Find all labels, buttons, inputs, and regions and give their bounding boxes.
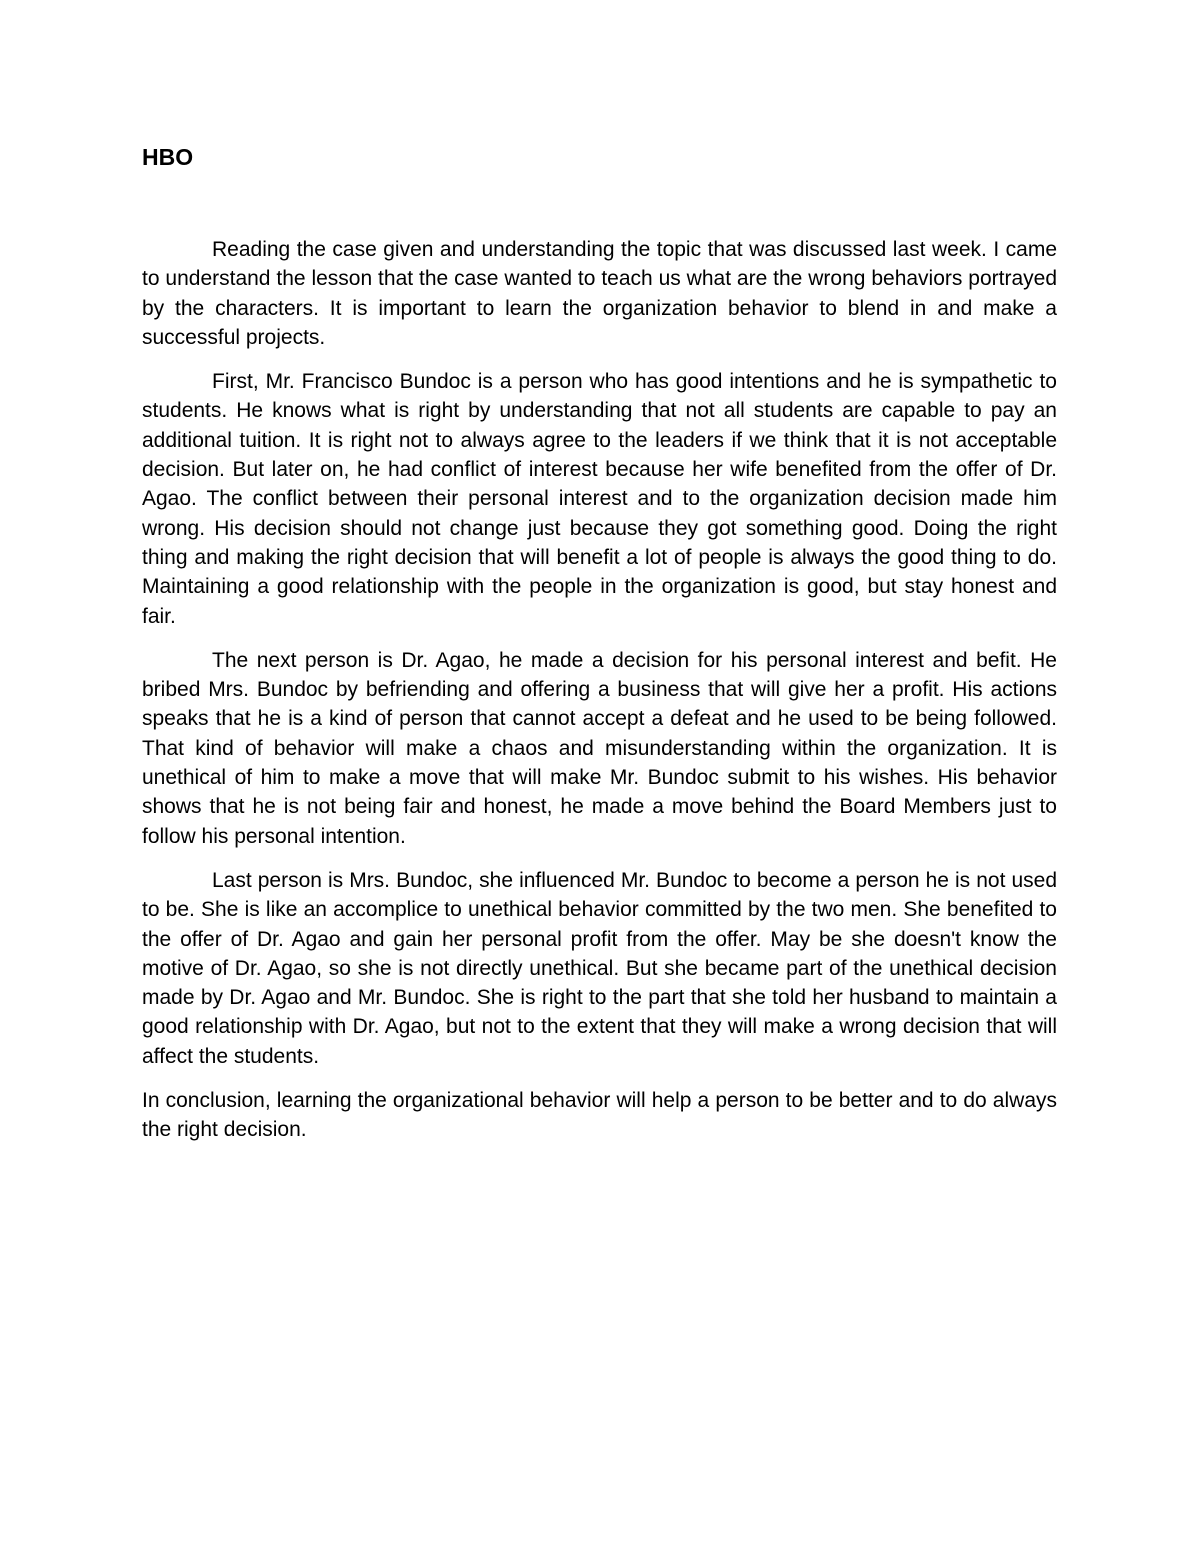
paragraph-mr-bundoc: First, Mr. Francisco Bundoc is a person who has good intentions and he is sympathetic to students. He knows what is right by understanding that not all students are capable to pay an additional tuition. It is right not to always agree to the leaders if we think that it is not acceptable decision. But later on, he had conflict of interest because her wife benefited from the offer of Dr. Agao. The conflict between their personal interest and to the organization decision made him wrong. His decision should not change just because they got something good. Doing the right thing and making the right decision that will benefit a lot of people is always the good thing to do. Maintaining a good relationship with the people in the organization is good, but stay honest and fair. [142, 370, 1057, 628]
paragraph-mrs-bundoc: Last person is Mrs. Bundoc, she influenced Mr. Bundoc to become a person he is not used to be. She is like an accomplice to unethical behavior committed by the two men. She benefited to the offer of Dr. Agao and gain her personal profit from the offer. May be she doesn't know the motive of Dr. Agao, so she is not directly unethical. But she became part of the unethical decision made by Dr. Agao and Mr. Bundoc. She is right to the part that she told her husband to maintain a good relationship with Dr. Agao, but not to the extent that they will make a wrong decision that will affect the students. [142, 868, 1057, 1068]
paragraph-conclusion: In conclusion, learning the organizational behavior will help a person to be better and to do always the right decision. [142, 1089, 1057, 1142]
document-body [142, 235, 1057, 1160]
paragraph-dr-agao: The next person is Dr. Agao, he made a decision for his personal interest and befit. He bribed Mrs. Bundoc by befriending and offering a business that will give her a profit. His actions speaks that he is a kind of person that cannot accept a defeat and he used to be being followed. That kind of behavior will make a chaos and misunderstanding within the organization. It is unethical of him to make a move that will make Mr. Bundoc submit to his wishes. His behavior shows that he is not being fair and honest, he made a move behind the Board Members just to follow his personal intention. [142, 648, 1057, 848]
document-title: HBO [142, 144, 194, 170]
paragraph-introduction: Reading the case given and understanding the topic that was discussed last week. I came to understand the lesson that the case wanted to teach us what are the wrong behaviors portrayed by the characters. It is important to learn the organization behavior to blend in and make a successful projects. [142, 238, 1057, 349]
